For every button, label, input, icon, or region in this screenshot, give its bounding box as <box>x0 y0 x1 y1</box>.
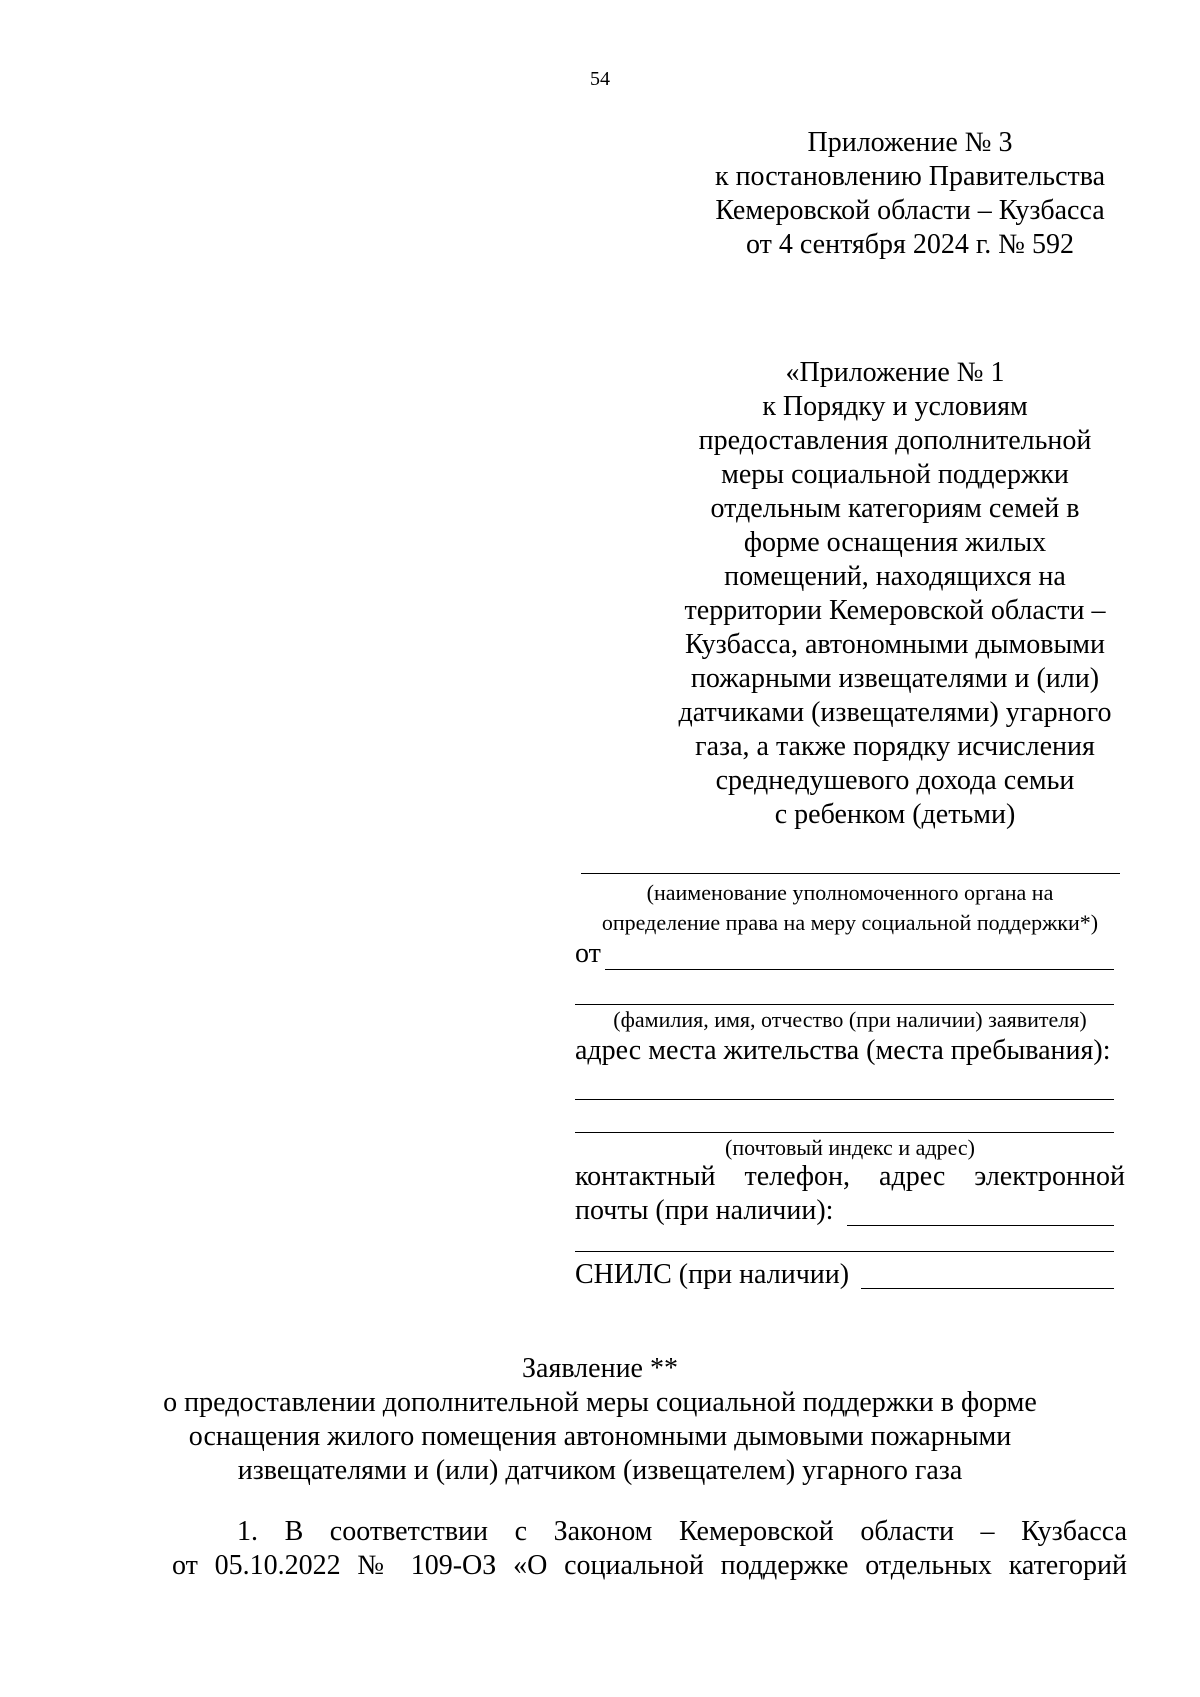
appendix-heading <box>710 126 1110 262</box>
appendix-heading-line: от 4 сентября 2024 г. № 592 <box>746 229 1074 260</box>
order-appendix-line: меры социальной поддержки <box>721 459 1069 490</box>
appendix-heading-line: Кемеровской области – Кузбасса <box>715 195 1105 226</box>
address-line[interactable] <box>575 1099 1114 1100</box>
order-appendix-line: территории Кемеровской области – <box>684 595 1106 626</box>
order-appendix-line: форме оснащения жилых <box>743 527 1047 558</box>
statement-subtitle-line: о предоставлении дополнительной меры социальной поддержки в форме <box>163 1387 1037 1418</box>
applicant-name-line[interactable] <box>575 1004 1114 1005</box>
statement-heading: Заявление ** <box>522 1353 678 1384</box>
statement-subtitle-line: извещателями и (или) датчиком (извещателем) угарного газа <box>237 1455 963 1486</box>
order-appendix-line: отдельным категориям семей в <box>710 493 1080 524</box>
address-label: адрес места жительства (места пребывания): <box>575 1035 1111 1066</box>
order-appendix-line: к Порядку и условиям <box>762 391 1028 422</box>
order-appendix-heading <box>670 356 1120 832</box>
order-appendix-line: «Приложение № 1 <box>785 357 1005 388</box>
statement-subtitle-line: оснащения жилого помещения автономными дымовыми пожарными <box>188 1421 1012 1452</box>
statement-title <box>0 1352 1200 1488</box>
authority-name-line[interactable] <box>581 873 1120 874</box>
page-number: 54 <box>590 68 610 90</box>
from-label: от <box>575 938 601 969</box>
snils-label: СНИЛС (при наличии) <box>575 1259 850 1290</box>
applicant-caption: (фамилия, имя, отчество (при наличии) заявителя) <box>613 1007 1087 1032</box>
order-appendix-line: с ребенком (детьми) <box>774 799 1016 830</box>
order-appendix-line: среднедушевого дохода семьи <box>715 765 1075 796</box>
order-appendix-line: пожарными извещателями и (или) <box>690 663 1100 694</box>
appendix-heading-line: к постановлению Правительства <box>714 161 1106 192</box>
authority-caption: (наименование уполномоченного органа на <box>646 880 1054 905</box>
order-appendix-line: газа, а также порядку исчисления <box>695 731 1095 762</box>
order-appendix-line: датчиками (извещателями) угарного <box>678 697 1112 728</box>
postal-caption: (почтовый индекс и адрес) <box>725 1135 975 1160</box>
contact-line[interactable] <box>575 1251 1114 1252</box>
order-appendix-line: помещений, находящихся на <box>724 561 1066 592</box>
paragraph-line: 1. В соответствии с Законом Кемеровской области – Кузбасса <box>237 1516 1127 1547</box>
contact-line[interactable] <box>847 1225 1114 1226</box>
contact-label: почты (при наличии): <box>575 1195 834 1226</box>
contact-label: контактный телефон, адрес электронной <box>575 1161 1125 1192</box>
authority-caption: определение права на меру социальной поддержки*) <box>601 910 1099 935</box>
statement-body <box>172 1515 1127 1583</box>
address-line[interactable] <box>575 1132 1114 1133</box>
appendix-heading-line: Приложение № 3 <box>807 127 1013 158</box>
paragraph-line: от 05.10.2022 № 109-ОЗ «О социальной поддержке отдельных категорий <box>172 1550 1127 1581</box>
order-appendix-line: Кузбасса, автономными дымовыми <box>685 629 1105 660</box>
from-name-line[interactable] <box>605 969 1114 970</box>
order-appendix-line: предоставления дополнительной <box>698 425 1092 456</box>
snils-line[interactable] <box>861 1288 1114 1289</box>
